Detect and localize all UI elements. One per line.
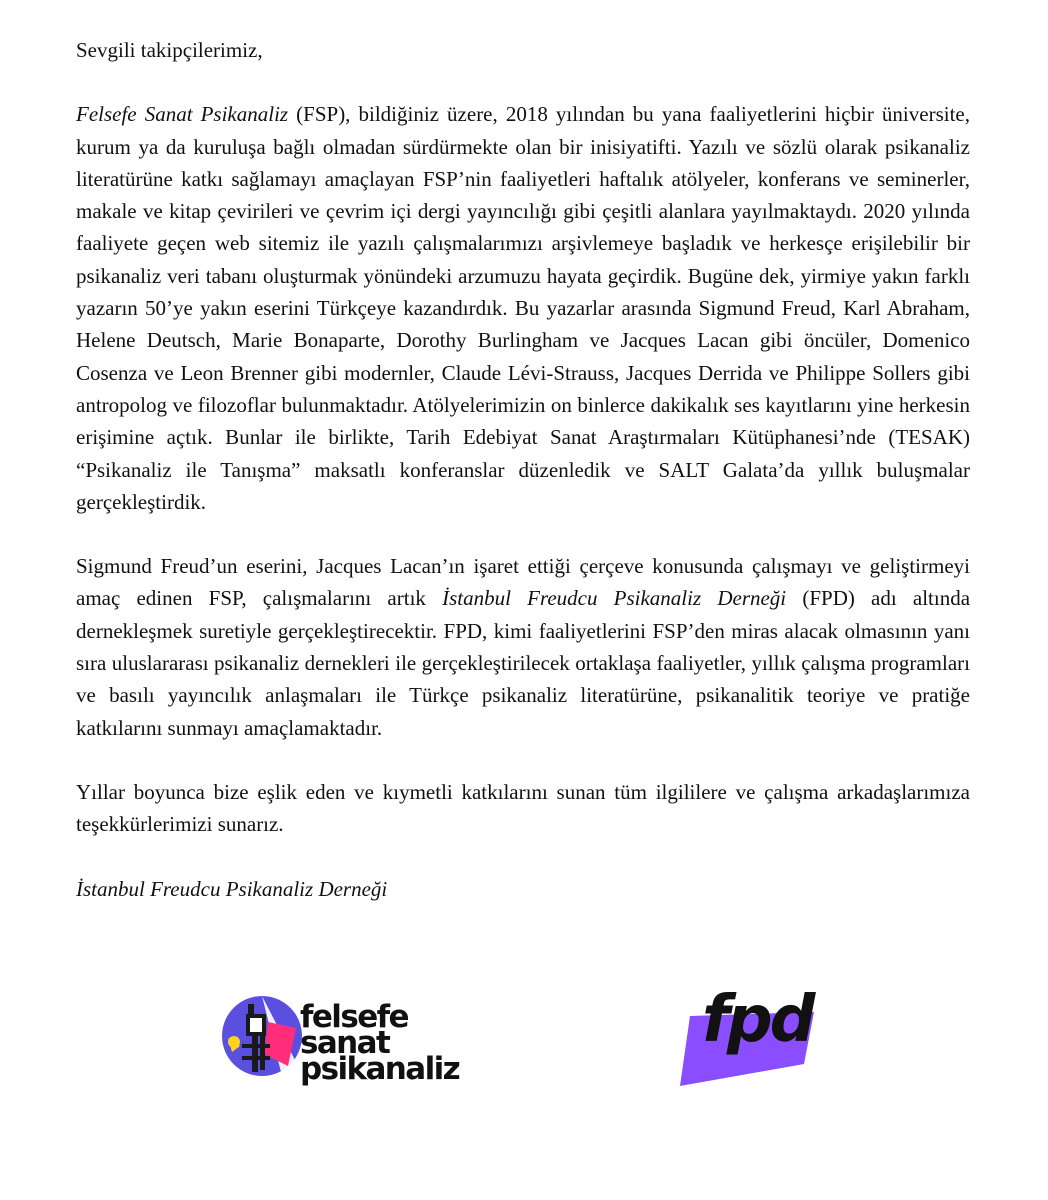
paragraph-intro xyxy=(76,98,970,518)
fpd-name: İstanbul Freudcu Psikanaliz Derneği xyxy=(442,586,787,611)
fsp-emblem-icon xyxy=(218,992,306,1080)
paragraph-transition-end: (FPD) adı altında dernekleşmek suretiyle gerçekleştirecektir. FPD, kimi faaliyetlerini FSP’den miras alacak olmasının yanı sıra uluslararası psikanaliz dernekleri ile gerçekleştirilecek ortaklaşa faaliyetler, yıllık çalışma programları ve basılı yayıncılık anlaşmaları ile Türkçe psikanaliz literatürüne, psikanalitik teoriye ve pratiğe katkılarını sunmayı amaçlamaktadır. xyxy=(76,586,971,740)
fsp-logo-word-2: sanat xyxy=(300,1025,390,1061)
fpd-logo xyxy=(672,983,822,1090)
fpd-logo-text: fpd xyxy=(702,983,813,1057)
fsp-logo-word-1: felsefe xyxy=(300,999,408,1035)
paragraph-thanks: Yıllar boyunca bize eşlik eden ve kıymetli katkılarını sunan tüm ilgililere ve çalışma arkadaşlarımıza teşekkürlerimizi sunarız. xyxy=(76,779,970,837)
fsp-logo xyxy=(218,988,468,1092)
letter-body xyxy=(76,34,970,905)
fsp-logo-word-3: psikanaliz xyxy=(300,1051,460,1087)
fsp-name: Felsefe Sanat Psikanaliz xyxy=(76,102,289,127)
paragraph-intro-text: (FSP), bildiğiniz üzere, 2018 yılından bu yana faaliyetlerini hiçbir üniversite, kurum ya da kuruluşa bağlı olmadan sürdürmekte olan bir inisiyatifti. Yazılı ve sözlü olarak psikanaliz literatürüne katkı sağlamayı amaçlayan FSP’nin faaliyetleri haftalık atölyeler, konferans ve seminerler, makale ve kitap çevirileri ve çevrim içi dergi yayıncılığı gibi çeşitli alanlara yayılmaktaydı. 2020 yılında faaliyete geçen web sitemiz ile yazılı çalışmalarımızı arşivlemeye başladık ve herkesçe erişilebilir bir psikanaliz veri tabanı oluşturmak yönündeki arzumuzu hayata geçirdik. Bugüne dek, yirmiye yakın farklı yazarın 50’ye yakın eserini Türkçeye kazandırdık. Bu yazarlar arasında Sigmund Freud, Karl Abraham, Helene Deutsch, Marie Bonaparte, Dorothy Burlingham ve Jacques Lacan gibi öncüler, Domenico Cosenza ve Leon Brenner gibi modernler, Claude Lévi-Strauss, Jacques Derrida ve Philippe Sollers gibi antropolog ve filozoflar bulunmaktadır. Atölyelerimizin on binlerce dakikalık ses kayıtlarını yine herkesin erişimine açtık. Bunlar ile birlikte, Tarih Edebiyat Sanat Araştırmaları Kütüphanesi’nde (TESAK) “Psikanaliz ile Tanışma” maksatlı konferanslar düzenledik ve SALT Galata’da yıllık buluşmalar gerçekleştirdik. xyxy=(76,102,970,514)
salutation: Sevgili takipçilerimiz, xyxy=(76,38,263,62)
paragraph-transition xyxy=(76,550,970,744)
signature: İstanbul Freudcu Psikanaliz Derneği xyxy=(76,876,388,901)
paragraph-transition-start: Sigmund Freud’un eserini, Jacques Lacan’ın işaret ettiği çerçeve konusunda çalışmayı ve geliştirmeyi amaç edinen FSP, çalışmalarını artık xyxy=(76,554,970,611)
